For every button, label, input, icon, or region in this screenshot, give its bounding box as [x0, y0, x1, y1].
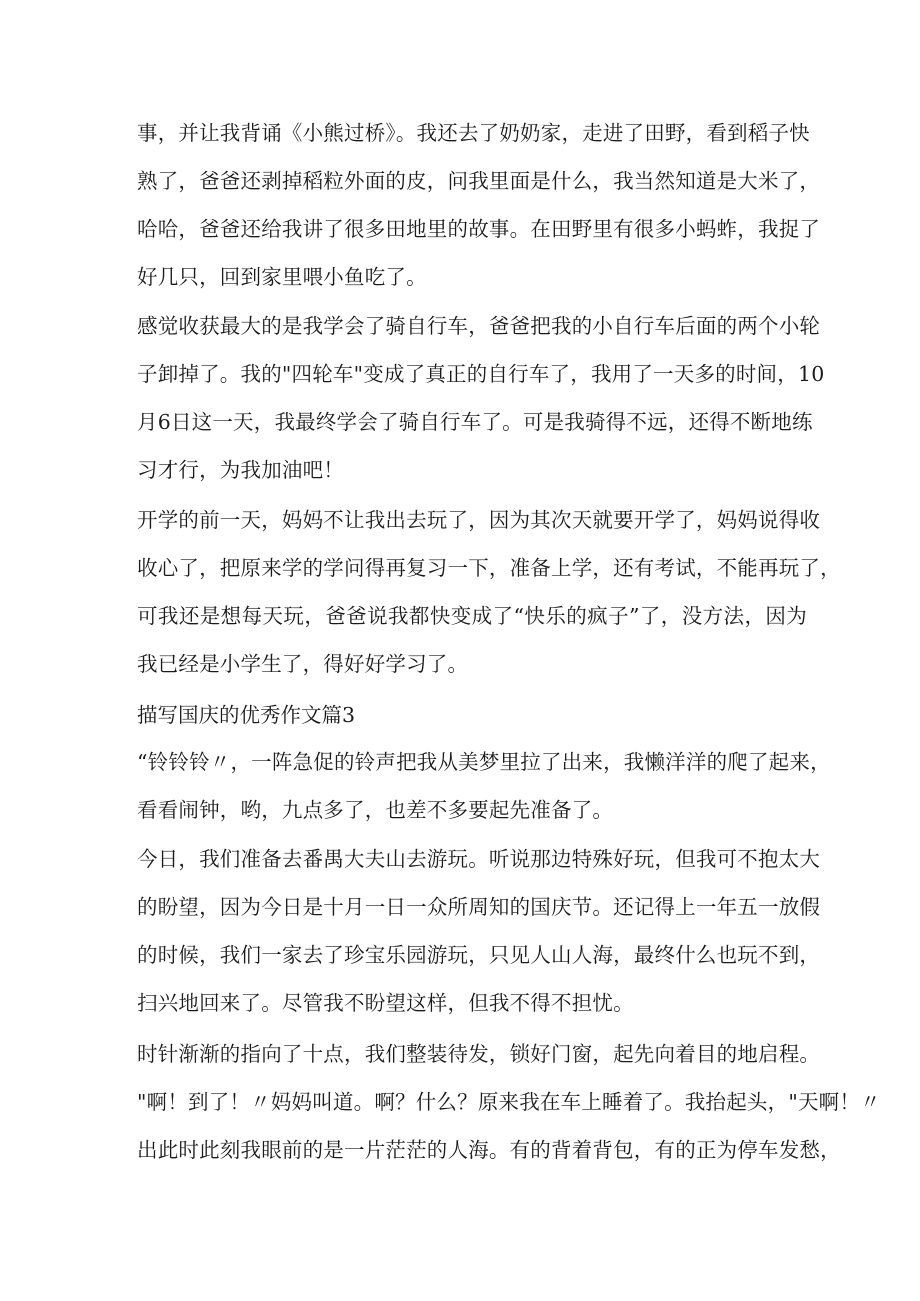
paragraph-3-line-4: 我已经是小学生了，得好好学习了。 — [137, 652, 469, 676]
paragraph-1-line-2: 熟了，爸爸还剥掉稻粒外面的皮，问我里面是什么，我当然知道是大米了， — [137, 169, 821, 193]
paragraph-5-line-4: 扫兴地回来了。尽管我不盼望这样，但我不得不担忧。 — [137, 991, 634, 1015]
paragraph-4-line-2: 看看闹钟，哟，九点多了，也差不多要起先准备了。 — [137, 798, 614, 822]
paragraph-4-line-1: “铃铃铃〃，一阵急促的铃声把我从美梦里拉了出来，我懒洋洋的爬了起来， — [137, 750, 831, 774]
paragraph-1-line-4: 好几只，回到家里喂小鱼吃了。 — [137, 265, 427, 289]
paragraph-1-line-3: 哈哈，爸爸还给我讲了很多田地里的故事。在田野里有很多小蚂蚱，我捉了 — [137, 217, 821, 241]
paragraph-6-line-1: 时针渐渐的指向了十点，我们整装待发，锁好门窗，起先向着目的地启程。 — [137, 1042, 821, 1066]
paragraph-2-line-1: 感觉收获最大的是我学会了骑自行车，爸爸把我的小自行车后面的两个小轮 — [137, 314, 821, 338]
paragraph-1-line-1: 事，并让我背诵《小熊过桥》。我还去了奶奶家，走进了田野，看到稻子快 — [137, 121, 810, 145]
paragraph-2-line-2: 子卸掉了。我的"四轮车"变成了真正的自行车了，我用了一天多的时间，10 — [137, 362, 825, 386]
paragraph-6-line-3: 出此时此刻我眼前的是一片茫茫的人海。有的背着背包，有的正为停车发愁， — [137, 1138, 841, 1162]
paragraph-3-line-1: 开学的前一天，妈妈不让我出去玩了，因为其次天就要开学了，妈妈说得收 — [137, 508, 821, 532]
paragraph-2-line-3: 月6日这一天，我最终学会了骑自行车了。可是我骑得不远，还得不断地练 — [137, 410, 813, 434]
section-heading: 描写国庆的优秀作文篇3 — [137, 703, 356, 727]
paragraph-5-line-3: 的时候，我们一家去了珍宝乐园游玩，只见人山人海，最终什么也玩不到， — [137, 943, 821, 967]
paragraph-5-line-1: 今日，我们准备去番禺大夫山去游玩。听说那边特殊好玩，但我可不抱太大 — [137, 847, 821, 871]
paragraph-2-line-4: 习才行，为我加油吧！ — [137, 458, 344, 482]
paragraph-3-line-2: 收心了，把原来学的学问得再复习一下，准备上学，还有考试，不能再玩了， — [137, 556, 841, 580]
paragraph-5-line-2: 的盼望，因为今日是十月一日一众所周知的国庆节。还记得上一年五一放假 — [137, 895, 821, 919]
paragraph-3-line-3: 可我还是想每天玩，爸爸说我都快变成了“快乐的疯子”了，没方法，因为 — [137, 604, 807, 628]
paragraph-6-line-2: "啊！到了！〃妈妈叫道。啊？什么？原来我在车上睡着了。我抬起头，"天啊！〃 — [137, 1090, 881, 1114]
